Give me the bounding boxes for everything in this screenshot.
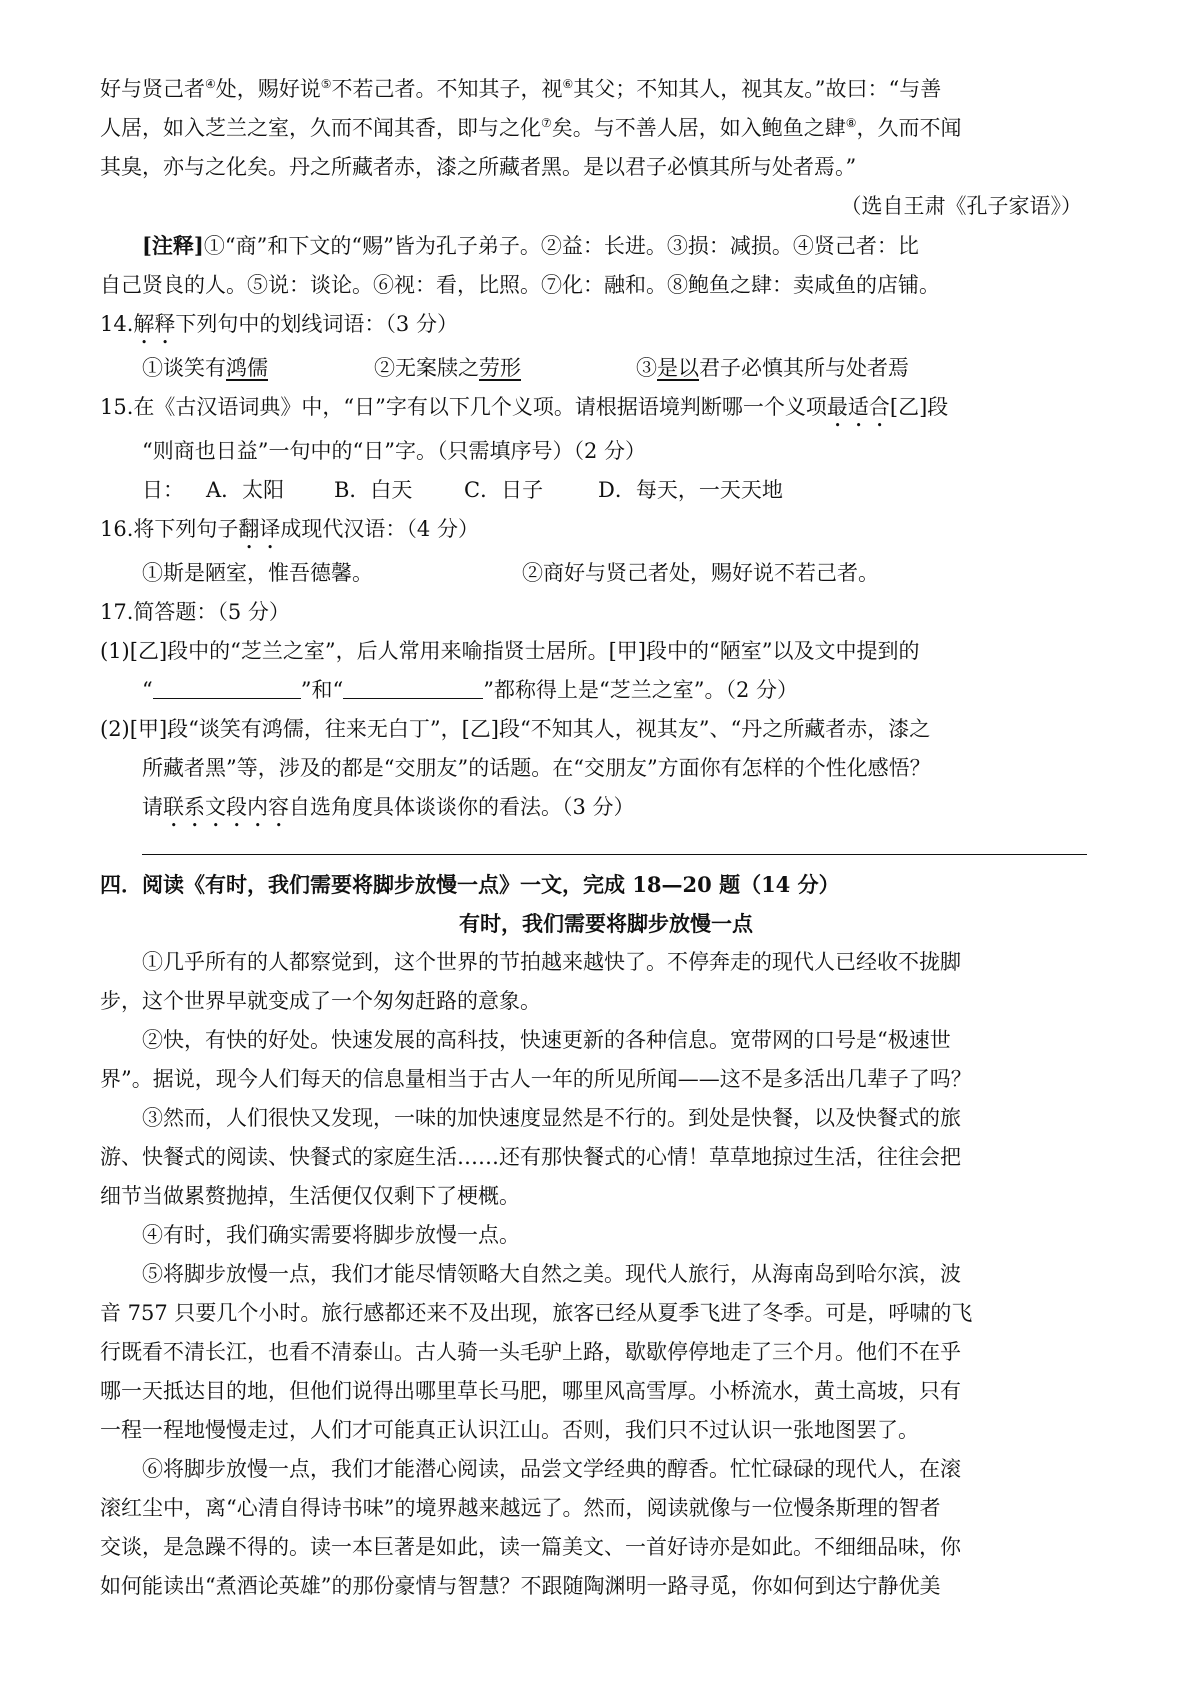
exam-page [100,70,1112,1606]
q17-part-2-line: 所藏者黑”等，涉及的都是“交朋友”的话题。在“交朋友”方面你有怎样的个性化感悟？ [142,756,931,780]
question-16: 16.将下列句子翻译成现代汉语：（4 分） [100,517,479,541]
paragraph-3-line: 游、快餐式的阅读、快餐式的家庭生活……还有那快餐式的心情！草草地掠过生活，往往会把 [100,1145,961,1169]
notes-line: 自己贤良的人。⑤说：谈论。⑥视：看，比照。⑦化：融和。⑧鲍鱼之肆：卖咸鱼的店铺。 [100,273,940,297]
answer-line[interactable] [142,836,1087,855]
q16-sentence-2: ②商好与贤己者处，赐好说不若己者。 [522,561,879,585]
paragraph-3-line: 细节当做累赘抛掉，生活便仅仅剩下了梗概。 [100,1184,520,1208]
paragraph-5-line: 音 757 只要几个小时。旅行感都还来不及出现，旅客已经从夏季飞进了冬季。可是，呼啸的飞 [100,1301,973,1325]
paragraph-6: ⑥将脚步放慢一点，我们才能潜心阅读，品尝文学经典的醇香。忙忙碌碌的现代人，在滚 [142,1457,961,1481]
question-14: 14.解释下列句中的划线词语：（3 分） [100,312,458,336]
paragraph-5-line: 哪一天抵达目的地，但他们说得出哪里草长马肥，哪里风高雪厚。小桥流水，黄土高坡，只有 [100,1379,961,1403]
q15-options [100,471,1112,510]
q17-part-1-blanks: “ ”和“ ”都称得上是“芝兰之室”。（2 分） [142,678,798,702]
q16-sentence-1: ①斯是陋室，惟吾德馨。 [142,561,373,585]
paragraph-2: ②快，有快的好处。快速发展的高科技，快速更新的各种信息。宽带网的口号是“极速世 [142,1028,951,1052]
q15-label: 日： [142,478,184,502]
paragraph-1: ①几乎所有的人都察觉到，这个世界的节拍越来越快了。不停奔走的现代人已经收不拢脚 [142,950,961,974]
paragraph-5-line: 一程一程地慢慢走过，人们才可能真正认识江山。否则，我们只不过认识一张地图罢了。 [100,1418,919,1442]
passage-source: （选自王肃《孔子家语》） [840,194,1082,218]
paragraph-4: ④有时，我们确实需要将脚步放慢一点。 [142,1223,520,1247]
q14-options [100,349,1112,388]
paragraph-6-line: 如何能读出“煮酒论英雄”的那份豪情与智慧？不跟随陶渊明一路寻觅，你如何到达宁静优美 [100,1574,941,1598]
section-4-heading: 四．阅读《有时，我们需要将脚步放慢一点》一文，完成 18—20 题（14 分） [100,872,840,897]
paragraph-3: ③然而，人们很快又发现，一味的加快速度显然是不行的。到处是快餐，以及快餐式的旅 [142,1106,961,1130]
answer-blank-2[interactable] [343,676,483,699]
paragraph-6-line: 交谈，是急躁不得的。读一本巨著是如此，读一篇美文、一首好诗亦是如此。不细细品味，你 [100,1535,961,1559]
notes-label: [注释] [142,233,204,258]
paragraph-1-line: 步，这个世界早就变成了一个匆匆赶路的意象。 [100,989,541,1013]
paragraph-5: ⑤将脚步放慢一点，我们才能尽情领略大自然之美。现代人旅行，从海南岛到哈尔滨，波 [142,1262,961,1286]
question-15-line: “则商也日益”一句中的“日”字。（只需填序号）（2 分） [142,439,646,463]
paragraph-6-line: 滚红尘中，离“心清自得诗书味”的境界越来越远了。然而，阅读就像与一位慢条斯理的智者 [100,1496,941,1520]
answer-blank-1[interactable] [153,676,301,699]
q15-option-d: D．每天，一天天地 [598,478,783,502]
q14-option-2: ②无案牍之劳形 [374,356,521,380]
q16-sentences [100,554,1112,593]
q17-part-2-line: 请联系文段内容自选角度具体谈谈你的看法。（3 分） [142,795,635,819]
paragraph-2-line: 界”。据说，现今人们每天的信息量相当于古人一年的所见所闻——这不是多活出几辈子了吗？ [100,1067,972,1091]
question-17: 17.简答题：（5 分） [100,600,290,624]
q15-option-c: C．日子 [464,478,544,502]
q14-option-3: ③是以君子必慎其所与处者焉 [636,356,909,380]
q14-option-1: ①谈笑有鸿儒 [142,356,268,380]
article-title: 有时，我们需要将脚步放慢一点 [459,911,753,936]
q15-option-b: B．白天 [334,478,413,502]
passage-line: 其臭，亦与之化矣。丹之所藏者赤，漆之所藏者黑。是以君子必慎其所与处者焉。” [100,155,857,179]
notes: [注释]①“商”和下文的“赐”皆为孔子弟子。②益：长进。③损：减损。④贤己者：比 [142,233,919,258]
q15-option-a: A．太阳 [206,478,285,502]
question-15: 15.在《古汉语词典》中，“日”字有以下几个义项。请根据语境判断哪一个义项最适合[乙]段 [100,395,949,419]
q17-part-1: (1)[乙]段中的“芝兰之室”，后人常用来喻指贤士居所。[甲]段中的“陋室”以及文中提到的 [100,639,920,663]
passage-line: 好与贤己者④处，赐好说⑤不若己者。不知其子，视⑥其父；不知其人，视其友。”故曰：“与善 [100,77,942,101]
q17-part-2: (2)[甲]段“谈笑有鸿儒，往来无白丁”，[乙]段“不知其人，视其友”、“丹之所藏者赤，漆之 [100,717,931,741]
paragraph-5-line: 行既看不清长江，也看不清泰山。古人骑一头毛驴上路，歇歇停停地走了三个月。他们不在乎 [100,1340,961,1364]
passage-line: 人居，如入芝兰之室，久而不闻其香，即与之化⑦矣。与不善人居，如入鲍鱼之肆⑧，久而不闻 [100,116,962,140]
